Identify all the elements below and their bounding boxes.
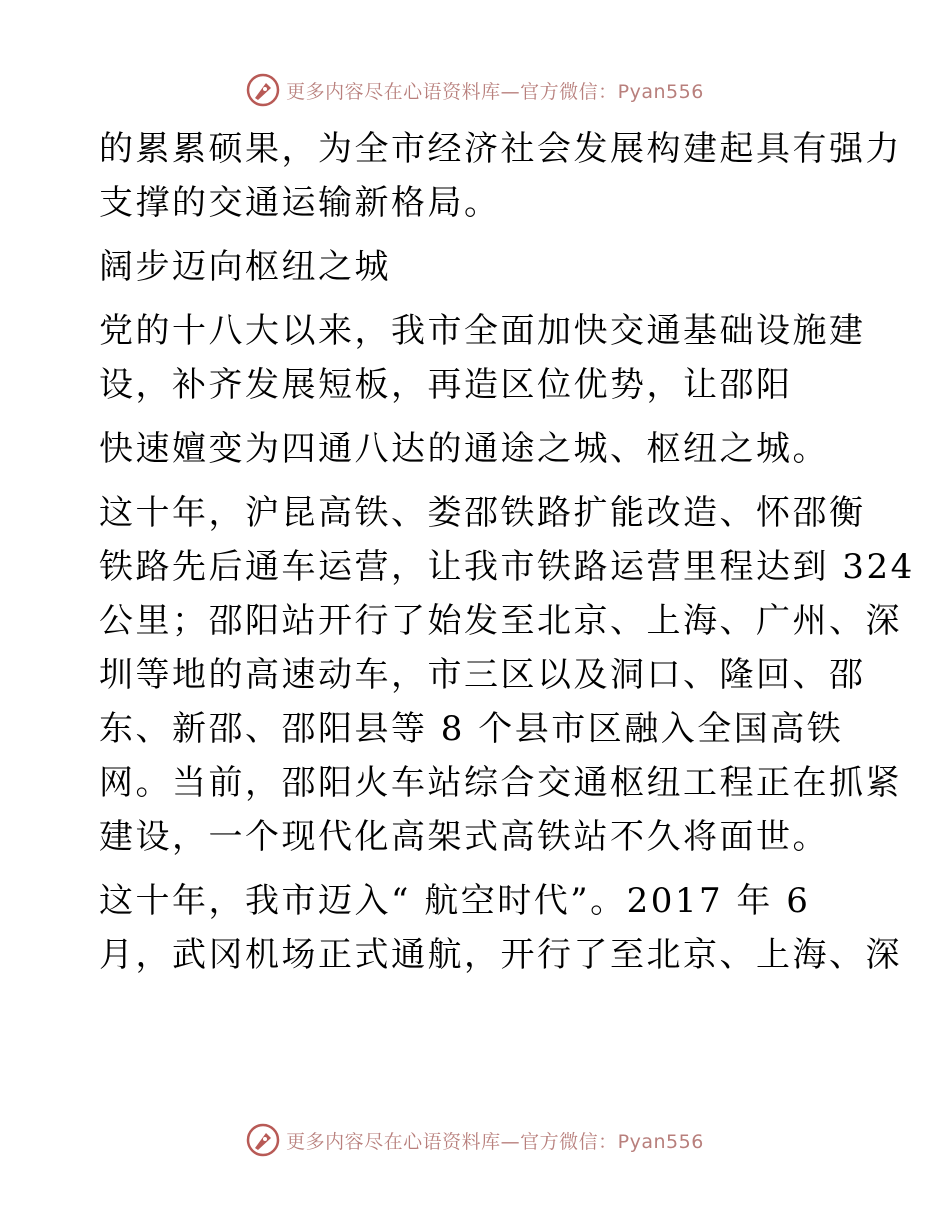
text-line: 这十年，我市迈入“ 航空时代”。2017 年 6	[99, 881, 811, 921]
paragraph	[99, 122, 902, 230]
text-line: 党的十八大以来，我市全面加快交通基础设施建	[99, 311, 866, 351]
paragraph	[99, 240, 859, 294]
text-line: 铁路先后通车运营，让我市铁路运营里程达到 324	[99, 547, 915, 587]
text-line: 网。当前，邵阳火车站综合交通枢纽工程正在抓紧	[99, 763, 902, 803]
document-body	[99, 122, 915, 992]
paragraph	[99, 874, 902, 982]
text-line: 建设，一个现代化高架式高铁站不久将面世。	[99, 817, 829, 857]
text-line: 的累累硕果，为全市经济社会发展构建起具有强力	[99, 129, 902, 169]
paragraph	[99, 422, 859, 476]
watermark-text: 更多内容尽在心语资料库—官方微信：Pyan556	[286, 80, 704, 103]
text-line: 阔步迈向枢纽之城	[99, 247, 391, 287]
text-line: 设，补齐发展短板，再造区位优势，让邵阳	[99, 365, 793, 405]
text-line: 东、新邵、邵阳县等 8 个县市区融入全国高铁	[99, 709, 844, 749]
text-line: 支撑的交通运输新格局。	[99, 183, 501, 223]
watermark-text: 更多内容尽在心语资料库—官方微信：Pyan556	[286, 1130, 704, 1153]
text-line: 圳等地的高速动车，市三区以及洞口、隆回、邵	[99, 655, 866, 695]
pen-nib-icon	[246, 1123, 280, 1157]
text-line: 公里；邵阳站开行了始发至北京、上海、广州、深	[99, 601, 902, 641]
paragraph	[99, 486, 915, 864]
pen-nib-icon	[246, 73, 280, 107]
text-line: 月，武冈机场正式通航，开行了至北京、上海、深	[99, 935, 902, 975]
text-line: 快速嬗变为四通八达的通途之城、枢纽之城。	[99, 429, 829, 469]
footer-watermark	[0, 1120, 950, 1160]
text-line: 这十年，沪昆高铁、娄邵铁路扩能改造、怀邵衡	[99, 493, 866, 533]
header-watermark	[0, 70, 950, 110]
paragraph	[99, 304, 866, 412]
